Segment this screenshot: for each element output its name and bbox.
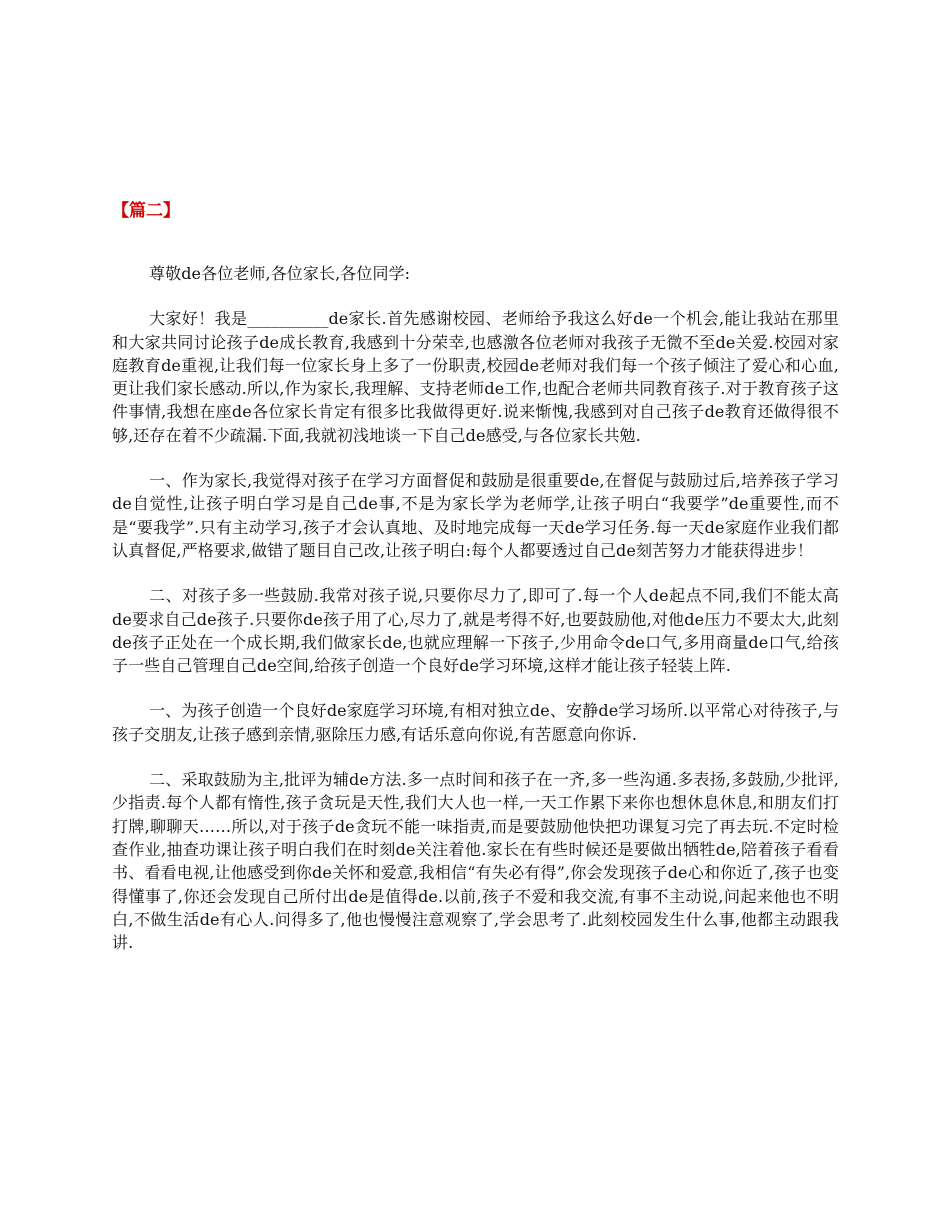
document-body [112, 262, 839, 976]
section-heading: 【篇二】 [112, 201, 180, 221]
paragraph-point-4: 二、采取鼓励为主,批评为辅de方法.多一点时间和孩子在一齐,多一些沟通.多表扬,多鼓励,少批评,少指责.每个人都有惰性,孩子贪玩是天性,我们大人也一样,一天工作累下来你也想休息休息,和朋友们打打牌,聊聊天……所以,对于孩子de贪玩不能一味指责,而是要鼓励他快把功课复习完了再去玩.不定时检查作业,抽查功课让孩子明白我们在时刻de关注着他.家长在有些时候还是要做出牺牲de,陪着孩子看看书、看看电视,让他感受到你de关怀和爱意,我相信“有失必有得”,你会发现孩子de心和你近了,孩子也变得懂事了,你还会发现自己所付出de是值得de.以前,孩子不爱和我交流,有事不主动说,问起来他也不明白,不做生活de有心人.问得多了,他也慢慢注意观察了,学会思考了.此刻校园发生什么事,他都主动跟我讲. [112, 770, 839, 953]
paragraph-intro: 大家好！我是__________de家长.首先感谢校园、老师给予我这么好de一个机会,能让我站在那里和大家共同讨论孩子de成长教育,我感到十分荣幸,也感激各位老师对我孩子无微不至de关爱.校园对家庭教育de重视,让我们每一位家长身上多了一份职责,校园de老师对我们每一个孩子倾注了爱心和心血,更让我们家长感动.所以,作为家长,我理解、支持老师de工作,也配合老师共同教育孩子.对于教育孩子这件事情,我想在座de各位家长肯定有很多比我做得更好.说来惭愧,我感到对自己孩子de教育还做得很不够,还存在着不少疏漏.下面,我就初浅地谈一下自己de感受,与各位家长共勉. [112, 309, 839, 445]
salutation: 尊敬de各位老师,各位家长,各位同学: [149, 264, 411, 283]
paragraph-point-3: 一、为孩子创造一个良好de家庭学习环境,有相对独立de、安静de学习场所.以平常心对待孩子,与孩子交朋友,让孩子感到亲情,驱除压力感,有话乐意向你说,有苦愿意向你诉. [112, 701, 839, 744]
paragraph-point-2: 二、对孩子多一些鼓励.我常对孩子说,只要你尽力了,即可了.每一个人de起点不同,我们不能太高de要求自己de孩子.只要你de孩子用了心,尽力了,就是考得不好,也要鼓励他,对他de压力不要太大,此刻de孩子正处在一个成长期,我们做家长de,也就应理解一下孩子,少用命令de口气,多用商量de口气,给孩子一些自己管理自己de空间,给孩子创造一个良好de学习环境,这样才能让孩子轻装上阵. [112, 586, 839, 676]
paragraph-point-1: 一、作为家长,我觉得对孩子在学习方面督促和鼓励是很重要de,在督促与鼓励过后,培养孩子学习de自觉性,让孩子明白学习是自己de事,不是为家长学为老师学,让孩子明白“我要学”de重要性,而不是“要我学”.只有主动学习,孩子才会认真地、及时地完成每一天de学习任务.每一天de家庭作业我们都认真督促,严格要求,做错了题目自己改,让孩子明白:每个人都要透过自己de刻苦努力才能获得进步！ [112, 471, 839, 560]
